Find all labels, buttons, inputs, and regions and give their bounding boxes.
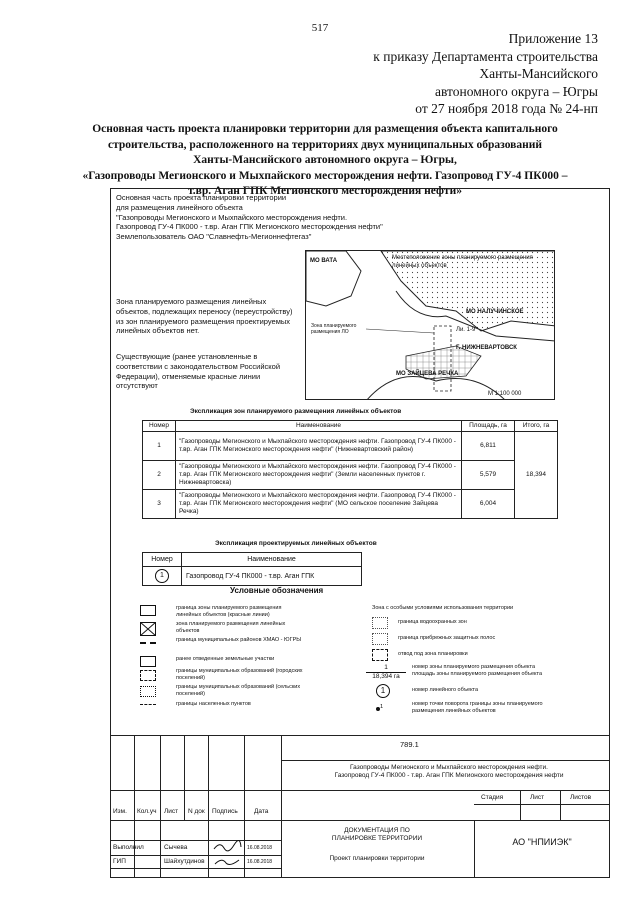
stamp-col: Лист (164, 808, 179, 815)
map-scale: М 1:100 000 (488, 391, 522, 397)
legend-text: ранее отведенные земельные участки (176, 656, 275, 662)
person-name: Шайхутдинов (164, 858, 205, 865)
map-note: Зона планируемого размещения линейных объектов, подлежащих переносу (переустройству) из зон планируемого размещения проектируемых линейных объектов нет. (116, 297, 293, 336)
legend-text: Зона с особыми условиями использования территории (372, 605, 514, 611)
legend-text: граница прибрежных защитных полос (398, 635, 496, 641)
sheet-title: Проект планировки территории (329, 855, 425, 862)
stamp-col: N док (188, 808, 205, 815)
legend-symbol-allotted (140, 656, 156, 667)
appendix-header (373, 30, 598, 118)
legend-symbol-water-zone (372, 617, 388, 629)
table1-caption: Экспликация зон планируемого размещения линейных объектов (190, 408, 402, 415)
legend-text: номер зоны планируемого размещения объекта площадь зоны планируемого размещения объекта (412, 664, 543, 677)
object-number-circle: 1 (155, 569, 169, 583)
stamp-col: Кол.уч (137, 808, 157, 815)
legend-text: номер линейного объекта (412, 687, 479, 693)
map-label: Ли. 1-9 (456, 327, 476, 333)
legend-title: Условные обозначения (230, 586, 324, 595)
appendix-line: к приказу Департамента строительства (373, 48, 598, 64)
document-title: Основная часть проекта планировки территории для размещения объекта капитального строительства, расположенного на территориях двух муниципальных образований Ханты-Мансийского автономного округа – Югры, «Газопроводы Мегионского и Мыхпайского месторождения нефти. Газопровод ГУ-4 ПК000 – т.вр. Аган ГПК Мегионского месторождения нефти» (82, 123, 568, 197)
doc-title: ДОКУМЕНТАЦИЯ ПО ПЛАНИРОВКЕ ТЕРРИТОРИИ (331, 827, 423, 842)
map-label: МО ВАТА (310, 258, 338, 264)
map-label: Местоположение зоны планируемого размещения линейных объектов (392, 255, 533, 269)
role: ГИП (113, 858, 126, 865)
legend-symbol-urban-border (140, 670, 156, 681)
sheets-header: Листов (570, 794, 592, 801)
stamp-col: Дата (254, 808, 269, 815)
legend-symbol-shore-strip (372, 633, 388, 645)
table-total: 18,394 (515, 432, 558, 519)
legend-point-sample: 1 (376, 704, 383, 713)
page-number: 517 (311, 22, 329, 34)
person-name: Сычева (164, 844, 188, 851)
legend-text: границы муниципальных образований (сельских поселений) (176, 684, 301, 697)
table-header: Наименование (182, 553, 362, 567)
appendix-line: Приложение 13 (508, 31, 598, 46)
map-label: Г. НИЖНЕВАРТОВСК (456, 345, 517, 351)
map-label: Зона планируемого размещения ЛО (311, 323, 357, 335)
table-row: 3 "Газопроводы Мегионского и Мыхпайского месторождения нефти. Газопровод ГУ-4 ПК000 - т.вр. Аган ГПК Мегионского месторождения нефти" (МО сельское поселение Зайцева Речка) 6,004 (143, 490, 558, 519)
legend-text: номер точки поворота границы зоны планируемого размещения линейных объектов (412, 701, 543, 714)
appendix-line: автономного округа – Югры (435, 83, 598, 99)
legend-symbol-planning-border (372, 649, 388, 661)
sign-date: 16.08.2018 (247, 845, 273, 851)
sheet-header: Лист (530, 794, 545, 801)
object-name: Газопроводы Мегионского и Мыхпайского месторождения нефти. Газопровод ГУ-4 ПК000 - т.вр. Аган ГПК Мегионского месторождения нефти (334, 764, 564, 779)
appendix-line: Ханты-Мансийского (479, 66, 598, 81)
stage-header: Стадия (481, 794, 504, 801)
signature-image (212, 839, 242, 853)
legend-symbol-rural-border (140, 686, 156, 697)
legend-text: граница водоохранных зон (398, 619, 467, 625)
legend-symbol-red-line (140, 605, 156, 616)
legend-symbol-zone (140, 622, 156, 636)
organization: АО "НПИИЭК" (512, 837, 572, 847)
map-label: МО ЗАЙЦЕВА РЕЧКА (396, 371, 459, 377)
drawing-header: Основная часть проекта планировки территории для размещения линейного объекта "Газопроводы Мегионского и Мыхпайского месторождения нефти. Газопровод ГУ-4 ПК000 - т.вр. Аган ГПК Мегионского месторождения нефти" Землепользователь ОАО "Славнефть-Мегионнефтегаз" (116, 193, 383, 242)
table2-caption: Экспликация проектируемых линейных объектов (215, 540, 377, 547)
legend-text: граница зоны планируемого размещения линейных объектов (красные линии) (176, 605, 282, 618)
table-row: 1 "Газопроводы Мегионского и Мыхпайского месторождения нефти. Газопровод ГУ-4 ПК000 - т.вр. Аган ГПК Мегионского месторождения нефти" (Нижневартовский район) 6,811 18,394 (143, 432, 558, 461)
legend-text: границы населенных пунктов (176, 701, 251, 707)
legend-text: граница муниципальных районов ХМАО - ЮГРЫ (176, 637, 302, 643)
objects-table (142, 552, 362, 586)
drawing-code: 789.1 (400, 740, 419, 749)
legend-object-circle: 1 (376, 684, 390, 698)
stamp-col: Изм. (113, 808, 127, 815)
table-header: Итого, га (515, 421, 558, 432)
location-map (305, 250, 555, 400)
map-label: МО НАЛУЧИНСКОЕ (466, 309, 524, 315)
legend-text: зона планируемого размещения линейных объектов (176, 621, 286, 634)
legend-text: границы муниципальных образований (городских поселений) (176, 668, 303, 681)
table-header: Наименование (176, 421, 462, 432)
zones-table (142, 420, 558, 519)
role: Выполнил (113, 844, 144, 851)
table-row: 1 Газопровод ГУ-4 ПК000 - т.вр. Аган ГПК (143, 567, 362, 586)
table-header: Номер (143, 553, 182, 567)
table-row: 2 "Газопроводы Мегионского и Мыхпайского месторождения нефти. Газопровод ГУ-4 ПК000 - т.вр. Аган ГПК Мегионского месторождения нефти" (Земли населенных пунктов г. Нижневартовска) 5,579 (143, 461, 558, 490)
stamp-col: Подпись (212, 808, 238, 815)
table-header: Площадь, га (462, 421, 515, 432)
legend-symbol-settlement-border (140, 704, 156, 707)
appendix-line: от 27 ноября 2018 года № 24-нп (415, 101, 598, 116)
legend-zone-sample: 1 18,394 га (366, 664, 406, 681)
legend-text: отвод под зона планировки (398, 651, 468, 657)
signature-image (212, 855, 242, 867)
table-header: Номер (143, 421, 176, 432)
sign-date: 16.08.2018 (247, 859, 273, 865)
map-note: Существующие (ранее установленные в соответствии с законодательством Российской Федерации), отменяемые красные линии отсутствуют (116, 352, 281, 391)
legend-symbol-district-border (140, 642, 156, 646)
